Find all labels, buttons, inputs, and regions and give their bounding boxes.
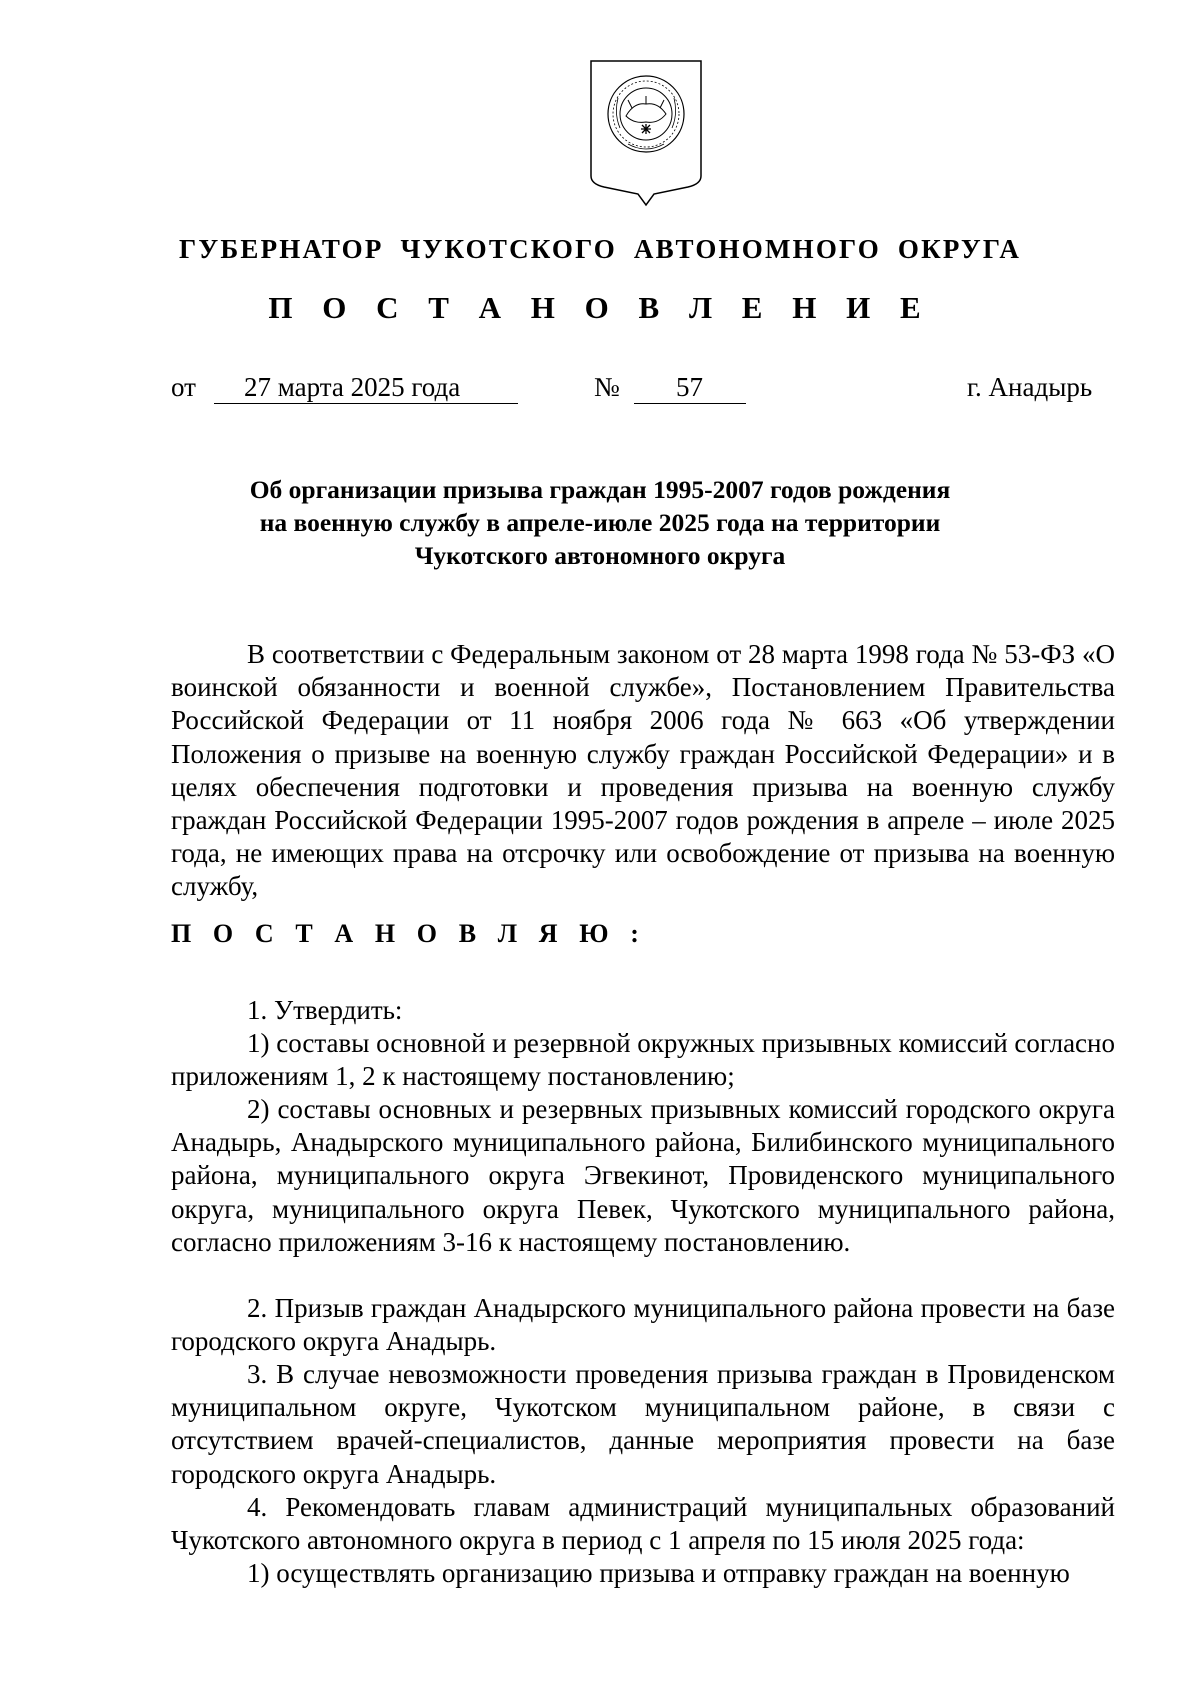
coat-of-arms-emblem [588,58,704,208]
document-place: г. Анадырь [967,372,1093,402]
title-line: на военную службу в апреле-июле 2025 года на территории [259,508,941,537]
item-1: 1. Утвердить: [247,995,403,1025]
date-prefix: от [171,372,196,402]
number-prefix: № [594,372,620,402]
item-4: 4. Рекомендовать главам администраций муниципальных образований Чукотского автономного округа в период с 1 апреля по 15 июля 2025 года: [171,1492,1115,1556]
issuing-authority: ГУБЕРНАТОР ЧУКОТСКОГО АВТОНОМНОГО ОКРУГА [178,234,1022,264]
item-1-subitem-2: 2) составы основных и резервных призывных комиссий городского округа Анадырь, Анадырского муниципального района, Билибинского муниципального района, муниципального округа Эгвекинот, Провиденского муниципального округа, муниципального округа Певек, Чукотского муниципального района, согласно приложениям 3-16 к настоящему постановлению. [171,1094,1115,1257]
document-type: П О С Т А Н О В Л Е Н И Е [268,290,932,325]
resolve-heading: П О С Т А Н О В Л Я Ю : [171,919,647,948]
preamble-paragraph: В соответствии с Федеральным законом от 28 марта 1998 года № 53-ФЗ «О воинской обязанности и военной службе», Постановлением Правительства Российской Федерации от 11 ноября 2006 года № 663 «Об утверждении Положения о призыве на военную службу граждан Российской Федерации» и в целях обеспечения подготовки и проведения призыва на военную службу граждан Российской Федерации 1995-2007 годов рождения в апреле – июле 2025 года, не имеющих права на отсрочку или освобождение от призыва на военную службу, [171,639,1115,902]
title-line: Об организации призыва граждан 1995-2007 годов рождения [249,475,951,504]
item-1-subitem-1: 1) составы основной и резервной окружных призывных комиссий согласно приложениям 1, 2 к настоящему постановлению; [171,1028,1115,1092]
document-title [160,473,1040,572]
title-line: Чукотского автономного округа [414,541,786,570]
item-3: 3. В случае невозможности проведения призыва граждан в Провиденском муниципальном округе, Чукотском муниципальном районе, в связи с отсутствием врачей-специалистов, данные мероприятия провести на базе городского округа Анадырь. [171,1359,1115,1489]
item-2: 2. Призыв граждан Анадырского муниципального района провести на базе городского округа Анадырь. [171,1293,1115,1357]
document-date: 27 марта 2025 года [244,372,461,402]
item-4-subitem-1: 1) осуществлять организацию призыва и отправку граждан на военную [247,1558,1070,1588]
number-underline [634,403,746,404]
date-underline [214,403,518,404]
document-number: 57 [676,372,703,402]
